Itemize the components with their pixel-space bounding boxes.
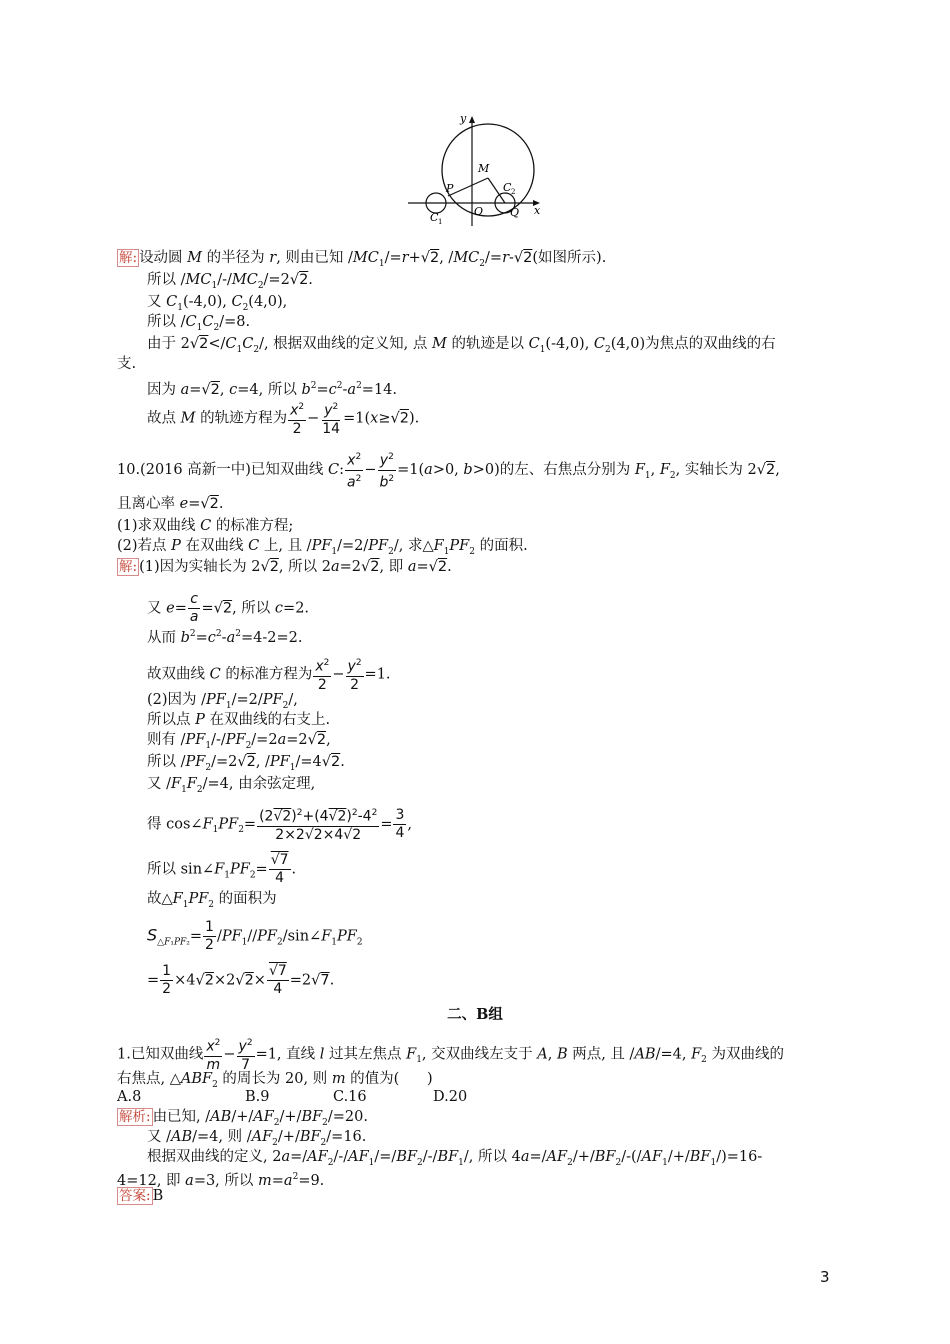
label-c2-sub: 2 [511, 188, 516, 196]
sol10-line5: (2)因为 $/PF_1/=2/PF_2/$, [147, 692, 298, 711]
label-c2: C [503, 181, 512, 194]
sol10-line2: 又 e= $\frac{c}{a}$ =√2, 所以 c=2. [147, 591, 310, 625]
option-c: C.16 [333, 1089, 367, 1105]
sol10-line4: 故双曲线 C 的标准方程为 $\frac{x^2}{2}$ − $\frac{y^2}{2}$ =1. [147, 658, 391, 693]
qb1-options [117, 1088, 467, 1106]
sol9-line3: 又 $C_1(-4,0)$, $C_2(4,0)$, [147, 294, 288, 313]
analysis-tag: 解析: [119, 1109, 151, 1125]
section-b-title: 二、B组 [447, 1006, 503, 1023]
answer-value: B [152, 1188, 164, 1204]
sol10-line14: = $\frac{1}{2}$ ×4√2×2√2× $\frac{√7}{4}$ =2√7. [147, 963, 335, 997]
sol10-line11: 所以 $\sin\angle F_1PF_2=$ $\frac{√7}{4}$ . [147, 852, 297, 886]
geometry-figure [400, 108, 550, 228]
solb1-line4: 4=12, 即 a=3, 所以 $m=a^2=9$. [117, 1172, 325, 1189]
sol9-line5: 由于 $2√2</C_1C_2/$, 根据双曲线的定义知, 点 M 的轨迹是以 $C_1(-4,0)$, $C_2(4,0)$为焦点的双曲线的右 [147, 336, 776, 355]
sol9-line1: 解: 设动圆 M 的半径为 r, 则由已知 $/MC_1/=r+√2$, $/MC_2/=r-√2$(如图所示). [119, 250, 607, 269]
sol10-line7: 则有 $/PF_1/-/PF_2/=2a=2√2$, [147, 732, 331, 751]
solb1-line2: 又 /AB/=4, 则 $/AF_2/+/BF_2/=16$. [147, 1129, 367, 1148]
label-o: O [474, 205, 484, 218]
option-d: D.20 [433, 1089, 468, 1105]
sol9-line8: 故点 M 的轨迹方程为 $\frac{x^2}{2}$ − $\frac{y^2}{14}$ =1(x≥√2). [147, 402, 420, 437]
label-c1: C [430, 211, 439, 224]
option-a: A.8 [117, 1089, 142, 1105]
sol10-line12: 故$\triangle F_1PF_2$ 的面积为 [147, 891, 277, 910]
sol9-line4: 所以 $/C_1C_2/=8$. [147, 314, 251, 333]
sol9-line6: 支. [117, 356, 137, 372]
label-p: P [446, 182, 454, 195]
solb1-line1: 解析: 由已知, $/AB/+/AF_2/+/BF_2/=20$. [119, 1109, 368, 1128]
q10-line1: 10.(2016 高新一中)已知双曲线 C: $\frac{x^2}{a^2}$ − $\frac{y^2}{b^2}$ =1(a>0, b>0)的左、右焦点分别为 $F_1$, $F_2$, 实轴长为 2√2, [117, 452, 780, 491]
sol9-line7: 因为 a=√2, c=4, 所以 $b^2=c^2-a^2=14$. [147, 381, 398, 398]
qb1-line1: 1.已知双曲线 $\frac{x^2}{m}$ − $\frac{y^2}{7}$ =1, 直线 l 过其左焦点 $F_1$, 交双曲线左支于 A, B 两点, 且 /AB/=4, $F_2$ 为双曲线的 [117, 1038, 784, 1073]
sol9-line2: 所以 $/MC_1/-/MC_2/=2√2$. [147, 272, 313, 291]
option-b: B.9 [245, 1089, 270, 1105]
answer-tag: 答案: [119, 1188, 151, 1204]
label-x: x [534, 204, 541, 217]
sol10-line8: 所以 $/PF_2/=2√2$, $/PF_1/=4√2$. [147, 754, 345, 773]
y-arrow [469, 116, 475, 123]
q10-line3: (1)求双曲线 C 的标准方程; [117, 518, 294, 534]
sol10-line1: 解: (1)因为实轴长为 2√2, 所以 2a=2√2, 即 a=√2. [119, 559, 452, 575]
solution-tag: 解: [119, 250, 138, 266]
answer-line [117, 1187, 163, 1205]
label-y: y [460, 112, 467, 125]
solution-tag-2: 解: [119, 559, 138, 575]
solb1-line3: 根据双曲线的定义, $2a=/AF_2/-/AF_1/=/BF_2/-/BF_1/$, 所以 $4a=/AF_2/+/BF_2/-(/AF_1/+/BF_1/)=16-$ [147, 1149, 763, 1168]
q10-line4: (2)若点 P 在双曲线 C 上, 且 $/PF_1/=2/PF_2/$, 求$\triangle F_1PF_2$ 的面积. [117, 538, 528, 557]
qb1-line2: 右焦点, $\triangle ABF_2$ 的周长为 20, 则 m 的值为( ) [117, 1071, 433, 1090]
sol10-line3: 从而 $b^2=c^2-a^2=4-2=2$. [147, 629, 303, 646]
sol10-line6: 所以点 P 在双曲线的右支上. [147, 712, 331, 728]
label-q: Q [510, 206, 520, 219]
segment-pm [448, 178, 488, 196]
label-m: M [478, 162, 490, 175]
label-c1-sub: 1 [438, 218, 443, 226]
sol10-line10: 得 $\cos\angle F_1PF_2=$ $\frac{(2√2)^2+(4√2)^2-4^2}{2\times 2√2\times 4√2}$ = $\frac{3}{4}$ , [147, 806, 413, 843]
sol10-line13: $S_{\triangle F_1PF_2}=$ $\frac{1}{2}$ $/PF_1//PF_2/\sin\angle F_1PF_2$ [147, 919, 363, 953]
sol10-line9: 又 $/F_1F_2/=4$, 由余弦定理, [147, 776, 316, 795]
page-number: 3 [820, 1268, 830, 1286]
q10-line2: 且离心率 e=√2. [117, 496, 224, 512]
